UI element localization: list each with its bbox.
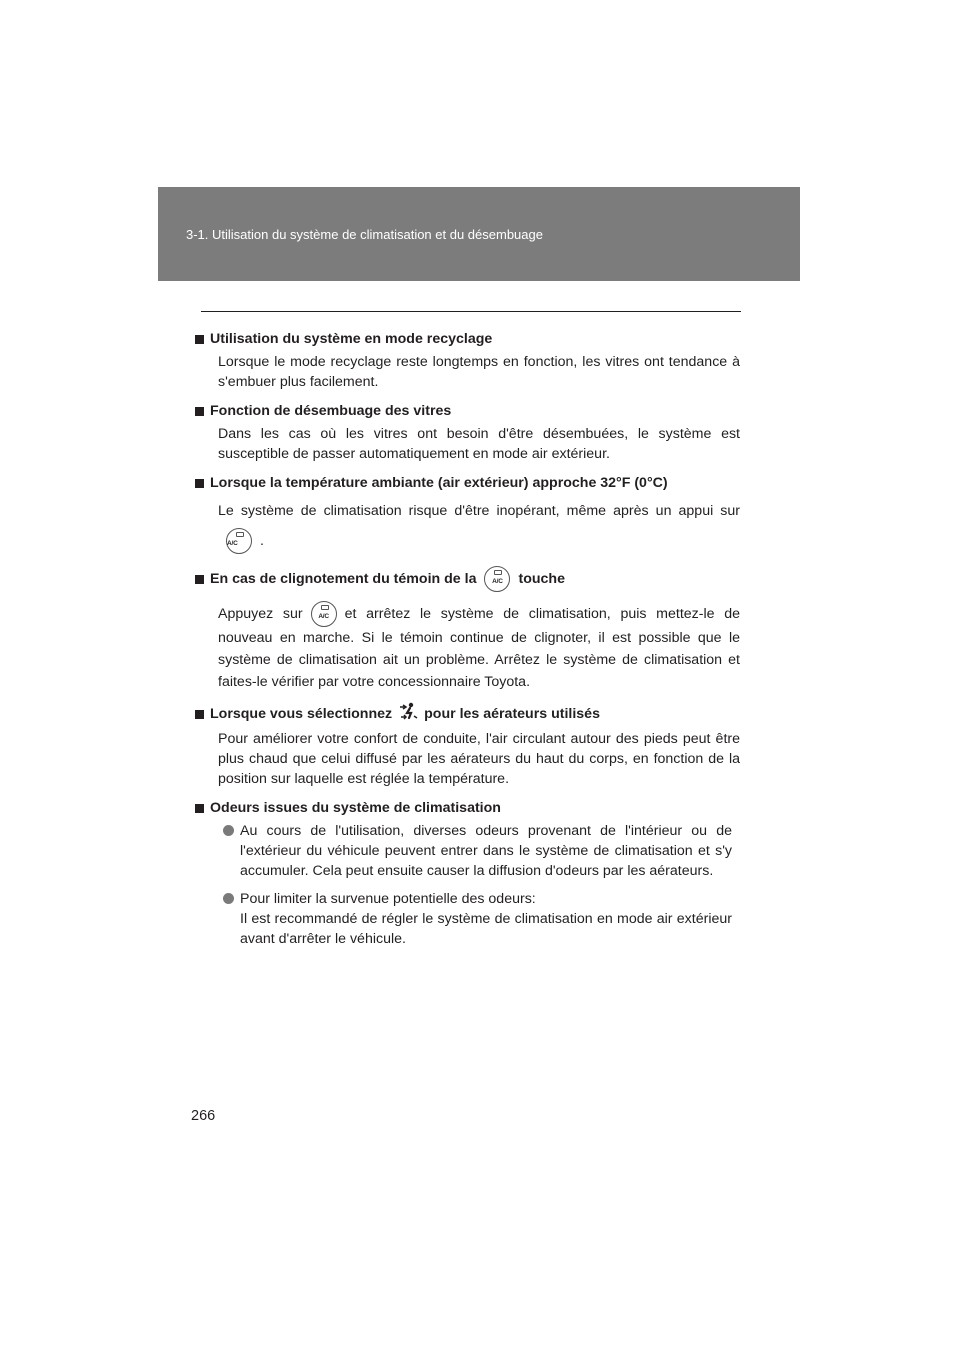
section-text: Lorsque le mode recyclage reste longtemps en fonction, les vitres ont tendance à s'embuer plus facilement.: [218, 354, 740, 390]
list-item: Pour limiter la survenue potentielle des odeurs: Il est recommandé de régler le système de climatisation en mode air extérieur avant d'arrêter le véhicule.: [240, 889, 732, 949]
list-item: Au cours de l'utilisation, diverses odeurs provenant de l'intérieur ou de l'extérieur du véhicule peuvent entrer dans le système de climatisation et s'y accumuler. Cela peut ensuite causer la diffusion d'odeurs par les aérateurs.: [240, 821, 732, 881]
square-bullet-icon: [195, 407, 204, 416]
section-vent-selection: [194, 702, 740, 789]
ac-button-icon: A/C: [311, 601, 337, 627]
square-bullet-icon: [195, 575, 204, 584]
section-heading: Utilisation du système en mode recyclage: [194, 329, 740, 349]
section-defog: [194, 401, 740, 464]
section-low-temperature: [194, 473, 740, 556]
square-bullet-icon: [195, 804, 204, 813]
section-text: Pour améliorer votre confort de conduite, l'air circulant autour des pieds peut être plus chaud que celui diffusé par les aérateurs du haut du corps, en fonction de la position sur laquelle est réglée la température.: [218, 731, 740, 787]
chapter-title: 3-1. Utilisation du système de climatisation et du désembuage: [186, 227, 543, 242]
section-text: Le système de climatisation risque d'être inopérant, même après un appui sur A/C .: [218, 496, 740, 556]
ac-button-icon: A/C: [484, 566, 510, 592]
ac-button-icon: A/C: [226, 528, 252, 554]
round-bullet-icon: [223, 825, 234, 836]
header-rule: [201, 311, 741, 312]
section-heading: Lorsque vous sélectionnez pour les aérateurs utilisés: [194, 702, 740, 726]
section-text: Appuyez sur A/C et arrêtez le système de climatisation, puis mettez-le de nouveau en marche. Si le témoin continue de clignoter, il est possible que le système de climatisation ait un problème. Arrêtez le système de climatisation et faites-le vérifier par votre concessionnaire Toyota.: [218, 601, 740, 693]
section-heading: Lorsque la température ambiante (air extérieur) approche 32°F (0°C): [194, 473, 740, 493]
page-content: [194, 329, 740, 957]
section-recycle-mode: [194, 329, 740, 392]
square-bullet-icon: [195, 335, 204, 344]
square-bullet-icon: [195, 710, 204, 719]
square-bullet-icon: [195, 479, 204, 488]
section-text: Dans les cas où les vitres ont besoin d'être désembuées, le système est susceptible de passer automatiquement en mode air extérieur.: [218, 426, 740, 462]
page-number: 266: [191, 1108, 216, 1124]
section-odors: [194, 798, 740, 949]
section-heading: Fonction de désembuage des vitres: [194, 401, 740, 421]
bi-level-vent-icon: [398, 702, 418, 726]
chapter-header: [158, 187, 800, 281]
round-bullet-icon: [223, 893, 234, 904]
section-indicator-flashing: [194, 565, 740, 693]
section-heading: En cas de clignotement du témoin de la A/C touche: [194, 565, 740, 593]
section-heading: Odeurs issues du système de climatisation: [194, 798, 740, 818]
